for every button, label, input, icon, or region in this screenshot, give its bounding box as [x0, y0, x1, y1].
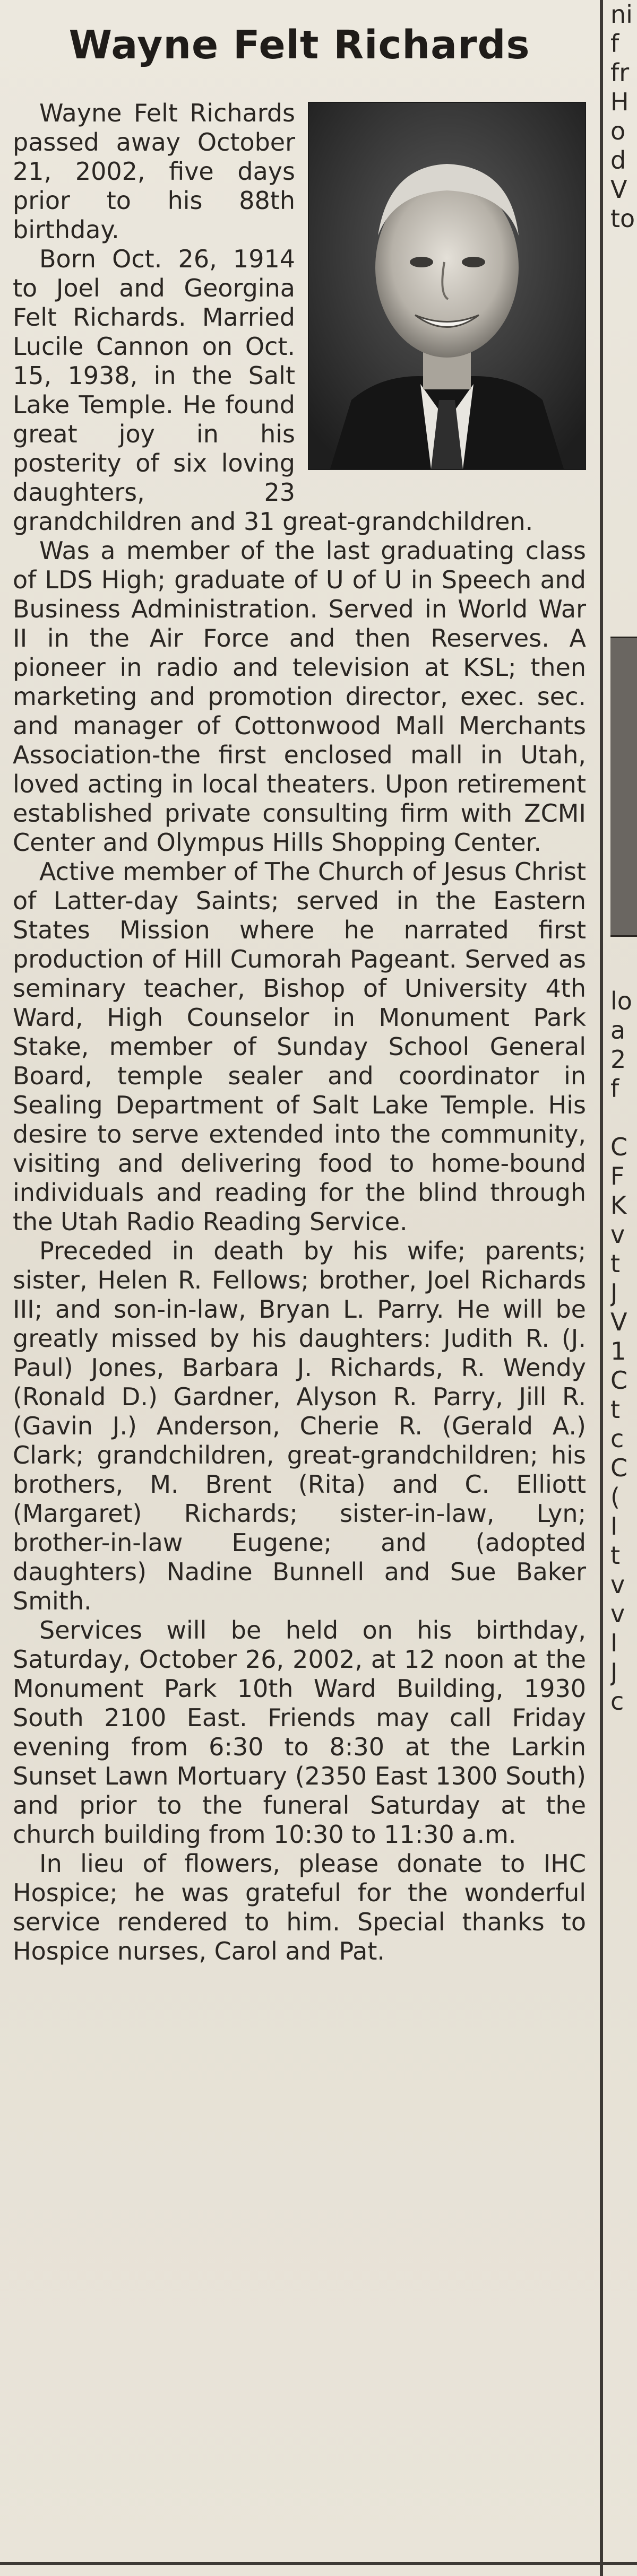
neighbor-fragment: v: [610, 1599, 625, 1628]
bottom-border: [0, 2562, 637, 2565]
paragraph-2: Born Oct. 26, 1914 to Joel and Georgina Felt Richards. Married Lucile Cannon on Oct. 15, 1938, in the Salt Lake Temple. He found great joy in his posterity of six loving daughters, 23 grandchildren and 31 great-grandchildren.: [13, 245, 533, 536]
neighbor-fragment: c: [610, 1687, 624, 1716]
neighbor-fragment: t: [610, 1249, 621, 1278]
neighbor-fragment: lo: [610, 987, 632, 1015]
neighbor-fragment: f: [610, 29, 619, 58]
paragraph-3: Was a member of the last graduating class of LDS High; graduate of U of U in Speech and Business Administration. Served in World War II in the Air Force and then Reserves. A pioneer in radio and television at KSL; then marketing and promotion director, exec. sec. and manager of Cottonwood Mall Merchants Association-the first enclosed mall in Utah, loved acting in local theaters. Upon retirement established private consulting firm with ZCMI Center and Olympus Hills Shopping Center.: [13, 536, 586, 857]
obituary-headline: Wayne Felt Richards: [68, 22, 530, 68]
neighbor-fragment: d: [610, 146, 626, 175]
neighbor-fragment: t: [610, 1541, 621, 1570]
obituary-body: [13, 99, 586, 1966]
neighbor-fragment: v: [610, 1570, 625, 1599]
neighbor-fragment: I: [610, 1629, 618, 1657]
neighbor-fragment: fr: [610, 58, 630, 87]
neighbor-fragment: c: [610, 1424, 624, 1453]
neighbor-photo-edge: [610, 637, 637, 937]
column-divider: [600, 0, 603, 2576]
neighbor-fragment: 2: [610, 1045, 626, 1074]
neighbor-fragment: [610, 1103, 637, 1133]
paragraph-4: Active member of The Church of Jesus Christ of Latter-day Saints; served in the Eastern States Mission where he narrated first production of Hill Cumorah Pageant. Served as seminary teacher, Bishop of University 4th Ward, High Counselor in Monument Park Stake, member of Sunday School General Board, temple sealer and coordinator in Sealing Department of Salt Lake Temple. His desire to serve extended into the community, visiting and delivering food to home-bound individuals and reading for the blind through the Utah Radio Reading Service.: [13, 857, 586, 1236]
portrait-illustration: [309, 103, 585, 469]
neighbor-fragment: F: [610, 1162, 625, 1190]
neighbor-column-top: [610, 0, 637, 233]
neighbor-fragment: (: [610, 1483, 620, 1511]
paragraph-1: Wayne Felt Richards passed away October 21, 2002, five days prior to his 88th birthday.: [13, 99, 295, 244]
neighbor-fragment: C: [610, 1366, 628, 1395]
paragraph-5: Preceded in death by his wife; parents; sister, Helen R. Fellows; brother, Joel Richards III; and son-in-law, Bryan L. Parry. He will be greatly missed by his daughters: Judith R. (J. Paul) Jones, Barbara J. Richards, R. Wendy (Ronald D.) Gardner, Alyson R. Parry, Jill R. (Gavin J.) Anderson, Cherie R. (Gerald A.) Clark; grandchildren, great-grandchildren; his brothers, M. Brent (Rita) and C. Elliott (Margaret) Richards; sister-in-law, Lyn; brother-in-law Eugene; and (adopted daughters) Nadine Bunnell and Sue Baker Smith.: [13, 1237, 586, 1615]
neighbor-fragment: ni: [610, 0, 633, 29]
neighbor-fragment: C: [610, 1454, 628, 1482]
neighbor-fragment: o: [610, 117, 626, 145]
neighbor-fragment: f: [610, 1074, 619, 1103]
neighbor-fragment: v: [610, 1220, 625, 1249]
neighbor-fragment: I: [610, 1512, 618, 1541]
neighbor-fragment: a: [610, 1016, 626, 1045]
neighbor-fragment: 1: [610, 1337, 626, 1365]
neighbor-fragment: J: [610, 1658, 618, 1686]
neighbor-fragment: V: [610, 175, 627, 204]
neighbor-fragment: to: [610, 204, 635, 233]
neighbor-fragment: t: [610, 1395, 621, 1424]
neighbor-fragment: K: [610, 1191, 627, 1220]
paragraph-7: In lieu of flowers, please donate to IHC Hospice; he was grateful for the wonderful service rendered to him. Special thanks to Hospice nurses, Carol and Pat.: [13, 1849, 586, 1965]
neighbor-fragment: C: [610, 1133, 628, 1161]
neighbor-fragment: J: [610, 1278, 618, 1307]
paragraph-6: Services will be held on his birthday, Saturday, October 26, 2002, at 12 noon at the Monument Park 10th Ward Building, 1930 South 2100 East. Friends may call Friday evening from 6:30 to 8:30 at the Larkin Sunset Lawn Mortuary (2350 East 1300 South) and prior to the funeral Saturday at the church building from 10:30 to 11:30 a.m.: [13, 1616, 586, 1849]
portrait-photo: [308, 102, 586, 470]
neighbor-column-middle: [610, 987, 637, 1716]
neighbor-fragment: H: [610, 88, 629, 116]
neighbor-fragment: V: [610, 1308, 627, 1336]
obituary-column: [13, 21, 586, 1966]
